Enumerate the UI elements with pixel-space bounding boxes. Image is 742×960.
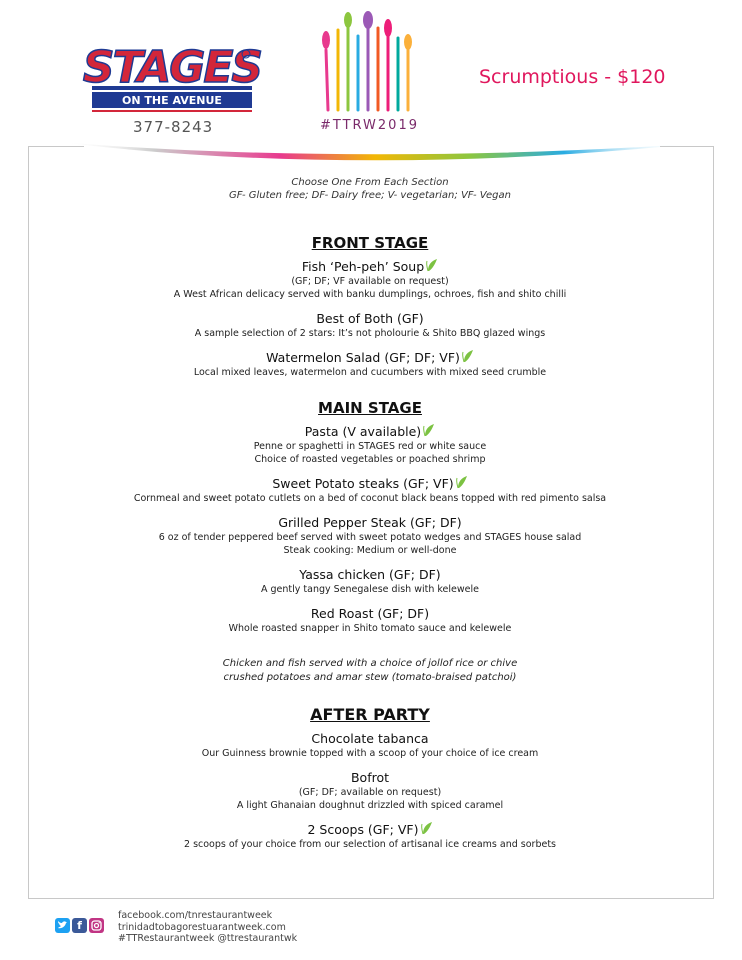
event-hashtag: #TTRW2019: [320, 118, 419, 133]
social-icons: [55, 918, 106, 936]
menu-body: [28, 176, 712, 851]
menu-item: [28, 566, 712, 596]
item-name: 2 Scoops (GF; VF): [307, 822, 419, 837]
menu-item: [28, 514, 712, 557]
serving-note-line: Chicken and fish served with a choice of jollof rice or chive: [222, 658, 518, 669]
item-description: 6 oz of tender peppered beef served with sweet potato wedges and STAGES house salad: [158, 532, 582, 543]
item-description: Local mixed leaves, watermelon and cucumbers with mixed seed crumble: [193, 367, 547, 378]
twitter-icon[interactable]: [55, 918, 70, 933]
menu-item: [28, 310, 712, 340]
item-description: Choice of roasted vegetables or poached shrimp: [254, 454, 486, 465]
menu-item: [28, 258, 712, 301]
vegan-leaf-icon: [456, 475, 468, 489]
item-description: A light Ghanaian doughnut drizzled with spiced caramel: [236, 800, 504, 811]
item-description: A West African delicacy served with banku dumplings, ochroes, fish and shito chilli: [173, 289, 567, 300]
phone-number: 377-8243: [133, 118, 214, 136]
item-description: Steak cooking: Medium or well-done: [283, 545, 457, 556]
logo-tagline: ON THE AVENUE: [122, 94, 222, 107]
item-name: Red Roast (GF; DF): [310, 606, 430, 621]
section-title-front-stage: FRONT STAGE: [311, 234, 429, 252]
frame-divider: [28, 146, 84, 147]
item-name: Fish ‘Peh-peh’ Soup: [301, 259, 425, 274]
dietary-legend: GF- Gluten free; DF- Dairy free; V- vegetarian; VF- Vegan: [228, 190, 511, 201]
menu-item: [28, 821, 712, 851]
serving-note: [28, 657, 712, 685]
social-handles: #TTRestaurantweek @ttrestaurantwk: [118, 933, 298, 944]
frame-divider: [660, 146, 713, 147]
logo-wordmark: STAGES: [82, 42, 262, 93]
item-description: Our Guinness brownie topped with a scoop of your choice of ice cream: [201, 748, 539, 759]
menu-item: [28, 730, 712, 760]
item-description: Cornmeal and sweet potato cutlets on a bed of coconut black beans topped with red pimento salsa: [133, 493, 607, 504]
menu-price: Scrumptious - $120: [479, 66, 666, 88]
item-note: (GF; DF; VF available on request): [291, 276, 449, 287]
vegan-leaf-icon: [421, 821, 433, 835]
menu-item: [28, 423, 712, 466]
menu-item: [28, 605, 712, 635]
item-description: A sample selection of 2 stars: It’s not pholourie & Shito BBQ glazed wings: [194, 328, 546, 339]
item-name: Grilled Pepper Steak (GF; DF): [278, 515, 462, 530]
item-note: (GF; DF; available on request): [298, 787, 442, 798]
facebook-link[interactable]: facebook.com/tnrestaurantweek: [118, 910, 273, 921]
vegan-leaf-icon: [423, 423, 435, 437]
section-title-main-stage: MAIN STAGE: [318, 399, 422, 417]
intro-instruction: Choose One From Each Section: [291, 177, 449, 188]
website-link[interactable]: trinidadtobagorestuarantweek.com: [118, 921, 286, 933]
facebook-icon[interactable]: f: [72, 918, 87, 933]
item-name: Chocolate tabanca: [311, 731, 429, 746]
item-description: A gently tangy Senegalese dish with kelewele: [261, 584, 479, 595]
menu-item: [28, 769, 712, 812]
item-name: Best of Both (GF): [316, 311, 424, 326]
vegan-leaf-icon: [426, 258, 438, 272]
item-description: 2 scoops of your choice from our selection of artisanal ice creams and sorbets: [184, 839, 556, 850]
stages-logo: [82, 40, 262, 112]
vegan-leaf-icon: [462, 349, 474, 363]
section-title-after-party: AFTER PARTY: [310, 705, 430, 724]
item-name: Watermelon Salad (GF; DF; VF): [266, 350, 460, 365]
item-name: Bofrot: [350, 770, 390, 785]
item-description: Penne or spaghetti in STAGES red or white sauce: [253, 441, 487, 452]
menu-item: [28, 349, 712, 379]
item-name: Yassa chicken (GF; DF): [299, 567, 441, 582]
instagram-icon[interactable]: [89, 918, 104, 933]
item-name: Sweet Potato steaks (GF; VF): [272, 476, 454, 491]
item-description: Whole roasted snapper in Shito tomato sauce and kelewele: [228, 623, 512, 634]
ttrw-cutlery-logo: [318, 10, 418, 130]
menu-item: [28, 475, 712, 505]
item-name: Pasta (V available): [304, 424, 422, 439]
footer-links: [118, 910, 297, 945]
serving-note-line: crushed potatoes and amar stew (tomato-braised patchoi): [223, 672, 517, 683]
